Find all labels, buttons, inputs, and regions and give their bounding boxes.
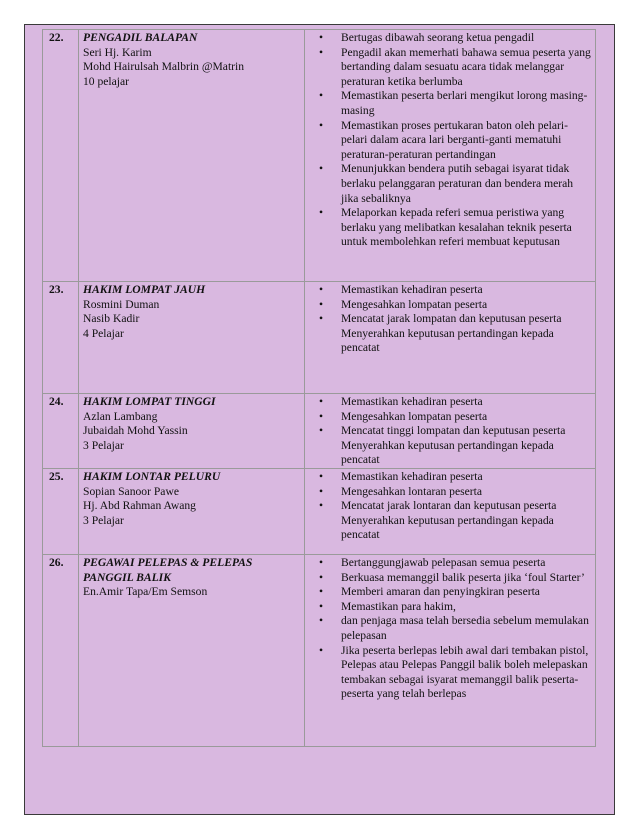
member-count: 3 Pelajar [83, 438, 124, 452]
task-continuation: Menyerahkan keputusan pertandingan kepada pencatat [341, 326, 554, 355]
table-row [43, 30, 596, 282]
role-cell [79, 554, 305, 746]
bullet-icon: • [319, 45, 324, 59]
list-item: • Memastikan kehadiran peserta [319, 395, 483, 408]
member-name: Jubaidah Mohd Yassin [83, 424, 188, 438]
task-list [305, 31, 591, 250]
bullet-icon: • [319, 585, 324, 599]
row-number: 24. [43, 394, 79, 469]
bullet-icon: • [319, 283, 324, 296]
list-item: • dan penjaga masa telah bersedia sebelum memulakan pelepasan [319, 614, 589, 642]
task-list [305, 556, 591, 702]
member-count: 4 Pelajar [83, 326, 124, 340]
tasks-cell [305, 394, 596, 469]
bullet-icon: • [319, 162, 324, 176]
member-name: Mohd Hairulsah Malbrin @Matrin [83, 60, 245, 74]
list-item: • Memastikan peserta berlari mengikut lorong masing-masing [319, 89, 588, 117]
bullet-icon: • [319, 297, 324, 311]
list-item: • Memastikan kehadiran peserta [319, 469, 483, 483]
bullet-icon: • [319, 409, 324, 423]
table-row [43, 554, 596, 746]
task-list [305, 395, 591, 468]
list-item: • Mengesahkan lompatan peserta [319, 297, 488, 311]
task-list [305, 470, 591, 543]
role-title: HAKIM LONTAR PELURU [83, 469, 221, 483]
row-number: 25. [43, 468, 79, 554]
row-number: 22. [43, 30, 79, 282]
role-cell [79, 30, 305, 282]
role-cell [79, 394, 305, 469]
list-item: • Menunjukkan bendera putih sebagai isyarat tidak berlaku pelanggaran peraturan dan bendera merah jika sebaliknya [319, 162, 574, 205]
bullet-icon: • [319, 206, 324, 220]
role-cell [79, 282, 305, 394]
bullet-icon: • [319, 395, 324, 408]
role-title: HAKIM LOMPAT TINGGI [83, 395, 216, 408]
list-item: • Mencatat tinggi lompatan dan keputusan peserta [319, 424, 566, 438]
row-number: 26. [43, 554, 79, 746]
bullet-icon: • [319, 424, 324, 438]
list-item: • Memastikan para hakim, [319, 599, 456, 613]
list-item: • Pengadil akan memerhati bahawa semua peserta yang bertanding dalam sesuatu acara tidak melanggar peraturan ketika berlumba [319, 45, 591, 88]
list-item: • Bertanggungjawab pelepasan semua peserta [319, 555, 546, 569]
list-item: • Memastikan proses pertukaran baton oleh pelari-pelari dalam acara lari berganti-ganti mematuhi peraturan-peraturan pertandingan [319, 118, 568, 161]
bullet-icon: • [319, 643, 324, 657]
member-count: 10 pelajar [83, 74, 130, 88]
table-row [43, 394, 596, 469]
bullet-icon: • [319, 118, 324, 132]
task-list [305, 283, 591, 356]
member-name: En.Amir Tapa/Em Semson [83, 585, 208, 599]
member-name: Azlan Lambang [83, 409, 158, 423]
list-item: • Mencatat jarak lontaran dan keputusan peserta [319, 499, 557, 513]
list-item: • Jika peserta berlepas lebih awal dari tembakan pistol, Pelepas atau Pelepas Panggil balik boleh melepaskan tembakan sebagai isyarat memanggil balik peserta-peserta yang telah berlepas [319, 643, 589, 701]
list-item: • Bertugas dibawah seorang ketua pengadil [319, 31, 535, 44]
bullet-icon: • [319, 570, 324, 584]
list-item: • Mencatat jarak lompatan dan keputusan peserta [319, 312, 562, 326]
member-name: Rosmini Duman [83, 297, 160, 311]
bullet-icon: • [319, 312, 324, 326]
role-title: PENGADIL BALAPAN [83, 31, 198, 44]
bullet-icon: • [319, 555, 324, 569]
bullet-icon: • [319, 499, 324, 513]
bullet-icon: • [319, 599, 324, 613]
list-item: • Memastikan kehadiran peserta [319, 283, 483, 296]
duty-table [42, 29, 596, 747]
task-continuation: Menyerahkan keputusan pertandingan kepada pencatat [341, 513, 554, 542]
member-name: Sopian Sanoor Pawe [83, 484, 179, 498]
table-row [43, 282, 596, 394]
bullet-icon: • [319, 89, 324, 103]
bullet-icon: • [319, 31, 324, 44]
tasks-cell [305, 30, 596, 282]
task-continuation: Menyerahkan keputusan pertandingan kepada pencatat [341, 438, 554, 467]
member-name: Hj. Abd Rahman Awang [83, 499, 196, 513]
member-name: Seri Hj. Karim [83, 45, 152, 59]
bullet-icon: • [319, 484, 324, 498]
role-title: PEGAWAI PELEPAS & PELEPAS PANGGIL BALIK [83, 555, 253, 584]
bullet-icon: • [319, 614, 324, 628]
tasks-cell [305, 468, 596, 554]
role-cell [79, 468, 305, 554]
row-number: 23. [43, 282, 79, 394]
page-frame [24, 24, 615, 815]
list-item: • Mengesahkan lontaran peserta [319, 484, 482, 498]
list-item: • Melaporkan kepada referi semua peristiwa yang berlaku yang melibatkan kesalahan teknik peserta untuk membolehkan referi membuat keputusan [319, 206, 572, 249]
list-item: • Berkuasa memanggil balik peserta jika ‘foul Starter’ [319, 570, 585, 584]
tasks-cell [305, 282, 596, 394]
member-name: Nasib Kadir [83, 312, 140, 326]
tasks-cell [305, 554, 596, 746]
role-title: HAKIM LOMPAT JAUH [83, 283, 206, 296]
list-item: • Mengesahkan lompatan peserta [319, 409, 488, 423]
table-row [43, 468, 596, 554]
list-item: • Memberi amaran dan penyingkiran peserta [319, 585, 540, 599]
bullet-icon: • [319, 469, 324, 483]
member-count: 3 Pelajar [83, 513, 124, 527]
